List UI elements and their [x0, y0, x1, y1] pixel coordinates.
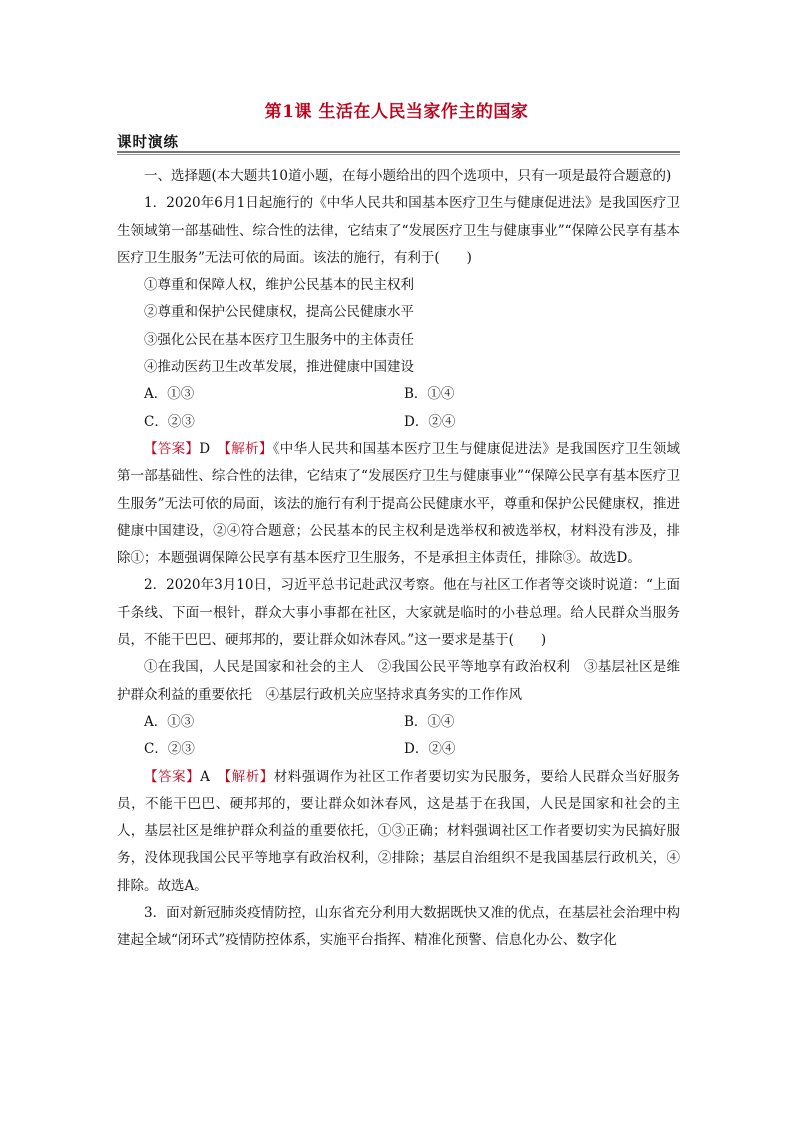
- q1-option-d: D．②④: [404, 413, 456, 430]
- q1-option-b: B．①④: [404, 386, 455, 403]
- question-2-stem: 2．2020年3月10日，习近平总书记赴武汉考察。他在与社区工作者等交谈时说道：“上面千条线、下面一根针，群众大事小事都在社区，大家就是临时的小巷总理。给人民群众当服务员，不能干巴巴、硬邦邦的，要让群众如沐春风。”这一要求是基于( ): [117, 577, 680, 649]
- q2-answer-block: [117, 764, 680, 900]
- q1-answer: D: [199, 440, 211, 457]
- q2-analysis: 材料强调作为社区工作者要切实为民服务，要给人民群众当好服务员，不能干巴巴、硬邦邦的，要让群众如沐春风，这是基于在我国，人民是国家和社会的主人，基层社区是维护群众利益的重要依托，①③正确；材料强调社区工作者要切实为民搞好服务，没体现我国公民平等地享有政治权利，②排除；基层自治组织不是我国基层行政机关，④排除。故选A。: [117, 768, 681, 894]
- q2-answer: A: [200, 768, 210, 785]
- q1-analysis: 《中华人民共和国基本医疗卫生与健康促进法》是我国医疗卫生领域第一部基础性、综合性的法律，它结束了“发展医疗卫生与健康事业”“保障公民享有基本医疗卫生服务”无法可依的局面，该法的施行有利于提高公民健康水平，尊重和保护公民健康权，推进健康中国建设，②④符合题意；公民基本的民主权利是选举权和被选举权，材料没有涉及，排除①；本题强调保障公民享有基本医疗卫生服务，不是承担主体责任，排除③。故选D。: [117, 440, 681, 567]
- q1-statement-1: ①尊重和保障人权，维护公民基本的民主权利: [144, 277, 414, 294]
- instructions: 一、选择题(本大题共10道小题，在每小题给出的四个选项中，只有一项是最符合题意的): [144, 168, 672, 184]
- q1-options-row-2: [117, 409, 680, 436]
- answer-tag: 【答案】: [144, 440, 200, 457]
- q1-option-c: C．②③: [144, 413, 195, 430]
- q1-options-row-1: [117, 381, 680, 408]
- q1-answer-block: [117, 436, 680, 572]
- q1-statement-2: ②尊重和保护公民健康权，提高公民健康水平: [144, 304, 414, 321]
- q2-option-d: D．②④: [404, 741, 456, 758]
- q2-option-c: C．②③: [144, 741, 195, 758]
- analysis-tag: 【解析】: [224, 768, 274, 785]
- q2-options-row-2: [117, 736, 680, 763]
- q2-option-b: B．①④: [404, 713, 455, 730]
- q2-option-a: A．①③: [144, 713, 195, 730]
- question-3-stem: 3．面对新冠肺炎疫情防控，山东省充分利用大数据既快又准的优点，在基层社会治理中构建起全域“闭环式”疫情防控体系，实施平台指挥、精准化预警、信息化办公、数字化: [117, 905, 680, 949]
- q2-options-row-1: [117, 709, 680, 736]
- section-heading: 课时演练: [117, 134, 179, 151]
- q2-statements: ①在我国，人民是国家和社会的主人 ②我国公民平等地享有政治权利 ③基层社区是维护群众利益的重要依托 ④基层行政机关应坚持求真务实的工作作风: [117, 659, 680, 703]
- q1-statement-4: ④推动医药卫生改革发展，推进健康中国建设: [144, 359, 414, 376]
- page-title: 第1课 生活在人民当家作主的国家: [264, 102, 529, 122]
- heading-divider: [117, 151, 680, 153]
- q1-statement-3: ③强化公民在基本医疗卫生服务中的主体责任: [144, 331, 414, 348]
- q1-option-a: A．①③: [144, 386, 195, 403]
- question-1-stem: 1．2020年6月1日起施行的《中华人民共和国基本医疗卫生与健康促进法》是我国医疗卫生领域第一部基础性、综合性的法律，它结束了“发展医疗卫生与健康事业”“保障公民享有基本医疗卫生服务”无法可依的局面。该法的施行，有利于( ): [117, 195, 680, 266]
- analysis-tag: 【解析】: [224, 440, 273, 457]
- document-body: [117, 163, 680, 955]
- heading-divider-thin: [117, 154, 680, 155]
- answer-tag: 【答案】: [144, 768, 201, 785]
